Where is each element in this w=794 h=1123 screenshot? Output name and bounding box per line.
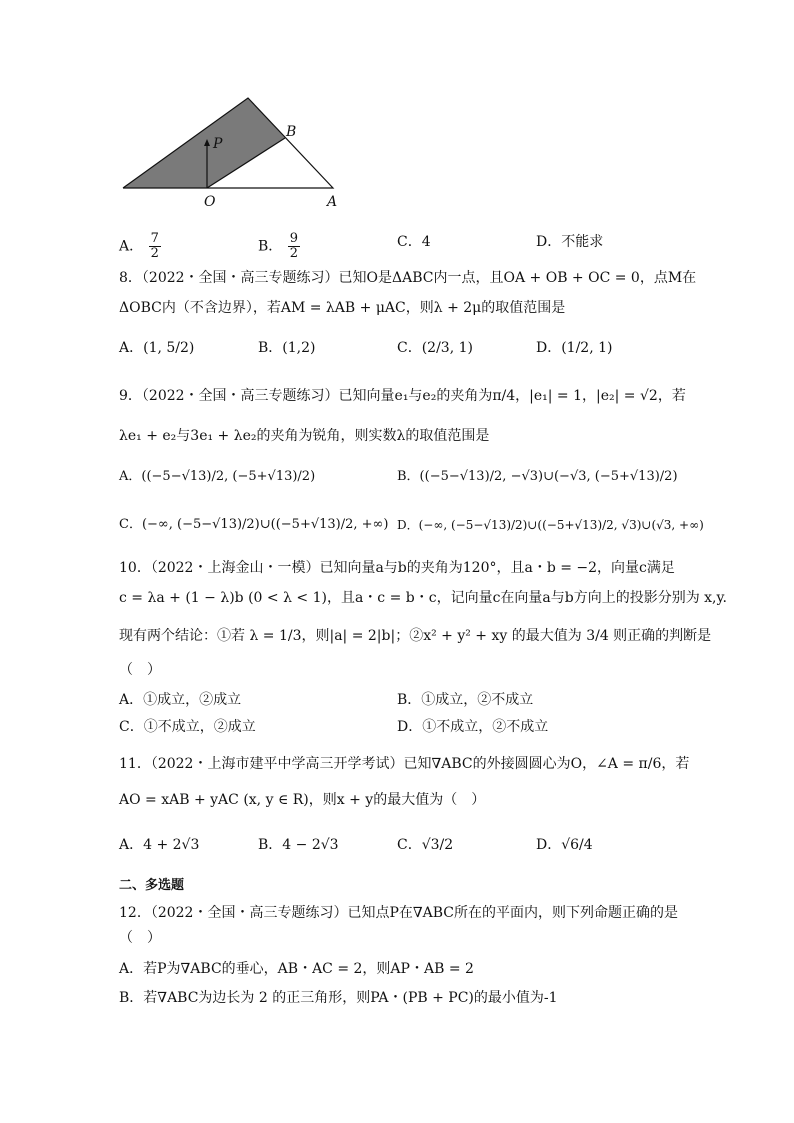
q8-option-c[interactable]: C．(2/3, 1) [397,340,473,356]
label-p: P [213,136,223,152]
q11-option-d[interactable]: D．√6/4 [536,837,593,853]
q12-option-b[interactable]: B．若∇ABC为边长为 2 的正三角形，则PA・(PB + PC)的最小值为-1 [119,990,558,1006]
fraction: $\frac{7}{2}$ [150,231,159,261]
section-heading-multiple-choice: 二、多选题 [119,878,185,893]
q10-option-b[interactable]: B．①成立，②不成立 [397,692,534,708]
q11-option-a[interactable]: A．4 + 2√3 [119,837,200,853]
label-a: A [327,194,338,210]
q11-stem-line2: AO = xAB + yAC (x, y ∈ R)，则x + y的最大值为（ ） [119,792,486,808]
q12-stem-line1: 12．（2022・全国・高三专题练习）已知点P在∇ABC所在的平面内，则下列命题正确的是 [119,905,679,921]
label-o: O [204,194,216,210]
q12-option-a[interactable]: A．若P为∇ABC的垂心，AB・AC = 2，则AP・AB = 2 [119,961,474,977]
q8-option-b[interactable]: B．(1,2) [258,340,316,356]
q7-option-b[interactable]: B． $\frac{9}{2}$ [258,231,299,261]
q8-stem-line2: ΔOBC内（不含边界），若AM = λAB + μAC，则λ + 2μ的取值范围是 [119,300,566,316]
q8-option-d[interactable]: D．(1/2, 1) [536,340,613,356]
q7-option-c[interactable]: C．4 [397,234,431,250]
q11-stem-line1: 11．（2022・上海市建平中学高三开学考试）已知∇ABC的外接圆圆心为O，∠A = π/6，若 [119,756,690,772]
q9-option-a[interactable]: A．((−5−√13)/2, (−5+√13)/2) [119,469,316,484]
q8-option-a[interactable]: A．(1, 5/2) [119,340,195,356]
q11-option-b[interactable]: B．4 − 2√3 [258,837,339,853]
q9-stem-line1: 9．（2022・全国・高三专题练习）已知向量e₁与e₂的夹角为π/4，|e₁| = 1，|e₂| = √2，若 [119,388,686,404]
q10-option-d[interactable]: D．①不成立，②不成立 [397,719,549,735]
q7-option-a[interactable]: A． $\frac{7}{2}$ [119,231,159,261]
fraction: $\frac{9}{2}$ [289,231,299,261]
q9-option-b[interactable]: B．((−5−√13)/2, −√3)∪(−√3, (−5+√13)/2) [397,469,678,484]
geometry-figure [0,0,794,220]
q8-stem-line1: 8．（2022・全国・高三专题练习）已知O是ΔABC内一点，且OA + OB + OC = 0，点M在 [119,270,697,286]
q9-option-d[interactable]: D．(−∞, (−5−√13)/2)∪((−5+√13)/2, √3)∪(√3, +∞) [397,518,704,532]
q10-option-c[interactable]: C．①不成立，②成立 [119,719,256,735]
q9-stem-line2: λe₁ + e₂与3e₁ + λe₂的夹角为锐角，则实数λ的取值范围是 [119,428,490,444]
q10-option-a[interactable]: A．①成立，②成立 [119,692,242,708]
q12-answer-paren: （ ） [119,930,161,946]
q10-answer-paren: （ ） [119,662,161,678]
q9-option-c[interactable]: C．(−∞, (−5−√13)/2)∪((−5+√13)/2, +∞) [119,517,389,532]
q10-stem-line2: c = λa + (1 − λ)b (0 < λ < 1)，且a・c = b・c，记向量c在向量a与b方向上的投影分别为 x,y. [119,590,728,606]
label-b: B [286,124,297,140]
q10-stem-line1: 10．（2022・上海金山・一模）已知向量a与b的夹角为120°，且a・b = −2，向量c满足 [119,560,675,576]
q7-option-d[interactable]: D．不能求 [536,234,604,250]
q10-stem-line3: 现有两个结论：①若 λ = 1/3，则|a| = 2|b|；②x² + y² + xy 的最大值为 3/4 则正确的判断是 [119,628,712,644]
q11-option-c[interactable]: C．√3/2 [397,837,454,853]
